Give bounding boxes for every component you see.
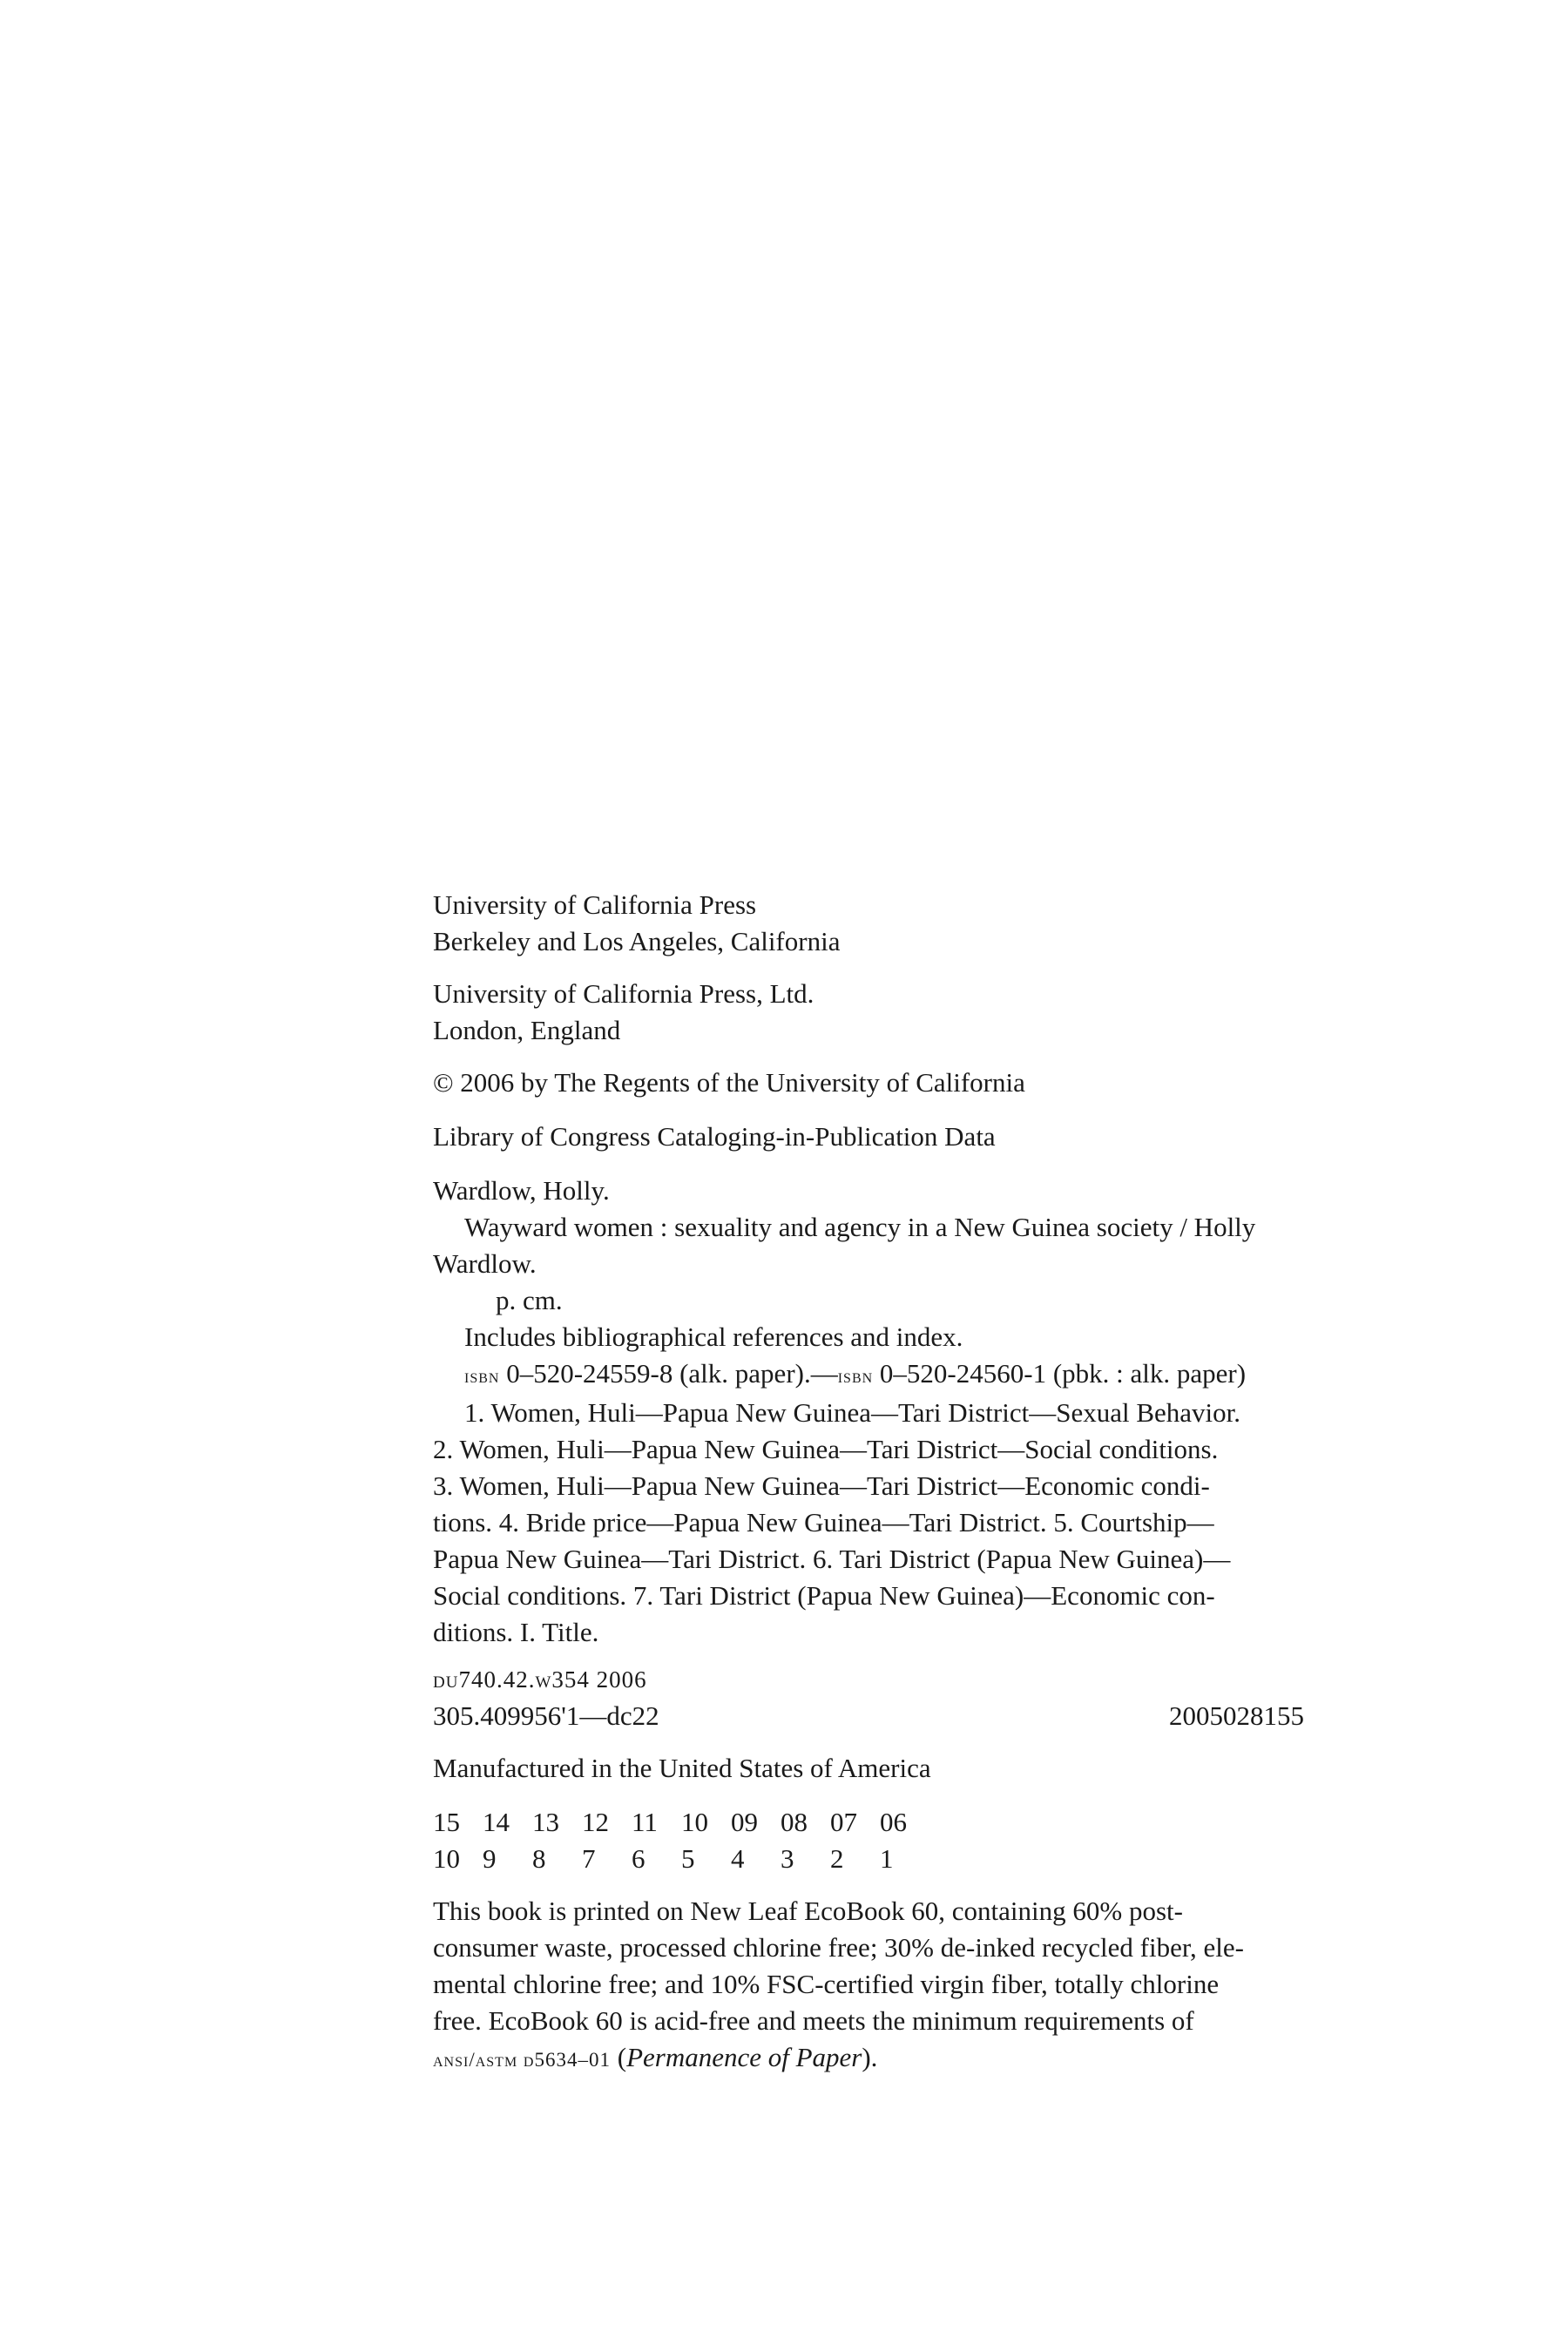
cip-heading: Library of Congress Cataloging-in-Publication Data: [433, 1121, 996, 1152]
printing-lines: [433, 1804, 1304, 1877]
impression-number: 7: [582, 1843, 596, 1874]
manufactured-block: [433, 1750, 1304, 1787]
paper-note-line: consumer waste, processed chlorine free; 30% de-inked recycled fiber, ele-: [433, 1932, 1244, 1963]
dewey-row: [433, 1698, 1304, 1734]
publisher-uk-name: University of California Press, Ltd.: [433, 978, 814, 1009]
classification-block: [433, 1660, 1304, 1734]
paper-note-line: mental chlorine free; and 10% FSC-certified virgin fiber, totally chlorine: [433, 1969, 1220, 1999]
isbn-value-2: 0–520-24560-1 (pbk. : alk. paper): [879, 1358, 1247, 1389]
lc-call-number: du740.42.w354 2006: [433, 1666, 647, 1693]
year-number: 15: [433, 1807, 460, 1837]
year-number: 08: [781, 1807, 808, 1837]
cip-subject-line: 3. Women, Huli—Papua New Guinea—Tari District—Economic condi-: [433, 1470, 1210, 1501]
printing-line-impressions: [433, 1841, 1304, 1877]
impression-number: 10: [433, 1843, 460, 1874]
impression-number: 8: [532, 1843, 546, 1874]
isbn-label-2: isbn: [837, 1365, 874, 1387]
cip-title-line-2: Wardlow.: [433, 1248, 537, 1279]
impression-number: 2: [830, 1843, 844, 1874]
cip-author: Wardlow, Holly.: [433, 1175, 610, 1206]
publisher-us-name: University of California Press: [433, 889, 757, 920]
cip-subject-line: ditions. I. Title.: [433, 1617, 599, 1647]
publisher-uk-block: [433, 976, 1304, 1049]
publisher-us-location: Berkeley and Los Angeles, California: [433, 926, 841, 956]
year-number: 14: [483, 1807, 510, 1837]
year-number: 06: [880, 1807, 907, 1837]
impression-number: 1: [880, 1843, 894, 1874]
standard-title: Permanence of Paper: [626, 2042, 862, 2072]
cip-notes: Includes bibliographical references and index.: [464, 1321, 963, 1352]
cip-physical: p. cm.: [496, 1285, 563, 1315]
year-number: 10: [681, 1807, 708, 1837]
paper-note-line: free. EcoBook 60 is acid-free and meets the minimum requirements of: [433, 2005, 1194, 2036]
year-number: 09: [731, 1807, 758, 1837]
year-number: 12: [582, 1807, 609, 1837]
impression-number: 5: [681, 1843, 695, 1874]
cip-subject-line: Social conditions. 7. Tari District (Papua New Guinea)—Economic con-: [433, 1580, 1215, 1611]
impression-number: 4: [731, 1843, 745, 1874]
year-number: 07: [830, 1807, 857, 1837]
isbn-value-1: 0–520-24559-8 (alk. paper).—: [506, 1358, 838, 1389]
printing-line-years: [433, 1804, 1304, 1841]
cip-record: [433, 1173, 1304, 1651]
cip-title-line-1: Wayward women : sexuality and agency in a New Guinea society / Holly: [464, 1212, 1256, 1242]
cip-heading-block: [433, 1119, 1304, 1155]
copyright-notice: © 2006 by The Regents of the University of California: [433, 1067, 1025, 1098]
manufactured-notice: Manufactured in the United States of America: [433, 1753, 931, 1783]
dewey-number: 305.409956'1—dc22: [433, 1700, 659, 1731]
copyright-block: [433, 1064, 1304, 1101]
cip-subject-line: Papua New Guinea—Tari District. 6. Tari District (Papua New Guinea)—: [433, 1544, 1231, 1574]
lccn: 2005028155: [1169, 1700, 1304, 1731]
year-number: 13: [532, 1807, 559, 1837]
cip-subject-line: tions. 4. Bride price—Papua New Guinea—Tari District. 5. Courtship—: [433, 1507, 1214, 1538]
paper-note: [433, 1893, 1304, 2078]
publisher-block: [433, 887, 1304, 960]
impression-number: 9: [483, 1843, 497, 1874]
cip-subject-line: 2. Women, Huli—Papua New Guinea—Tari District—Social conditions.: [433, 1434, 1219, 1464]
publisher-uk-location: London, England: [433, 1015, 621, 1045]
year-number: 11: [632, 1807, 658, 1837]
cip-subject-line: 1. Women, Huli—Papua New Guinea—Tari District—Sexual Behavior.: [464, 1397, 1241, 1428]
standard-code: ansi/astm d5634–01: [433, 2049, 611, 2071]
paper-note-line: This book is printed on New Leaf EcoBook 60, containing 60% post-: [433, 1896, 1183, 1926]
isbn-label-1: isbn: [464, 1365, 500, 1387]
impression-number: 3: [781, 1843, 794, 1874]
paper-note-standard-line: ansi/astm d5634–01 (Permanence of Paper).: [433, 2042, 878, 2072]
impression-number: 6: [632, 1843, 645, 1874]
cip-isbn-line: [433, 1355, 1304, 1395]
